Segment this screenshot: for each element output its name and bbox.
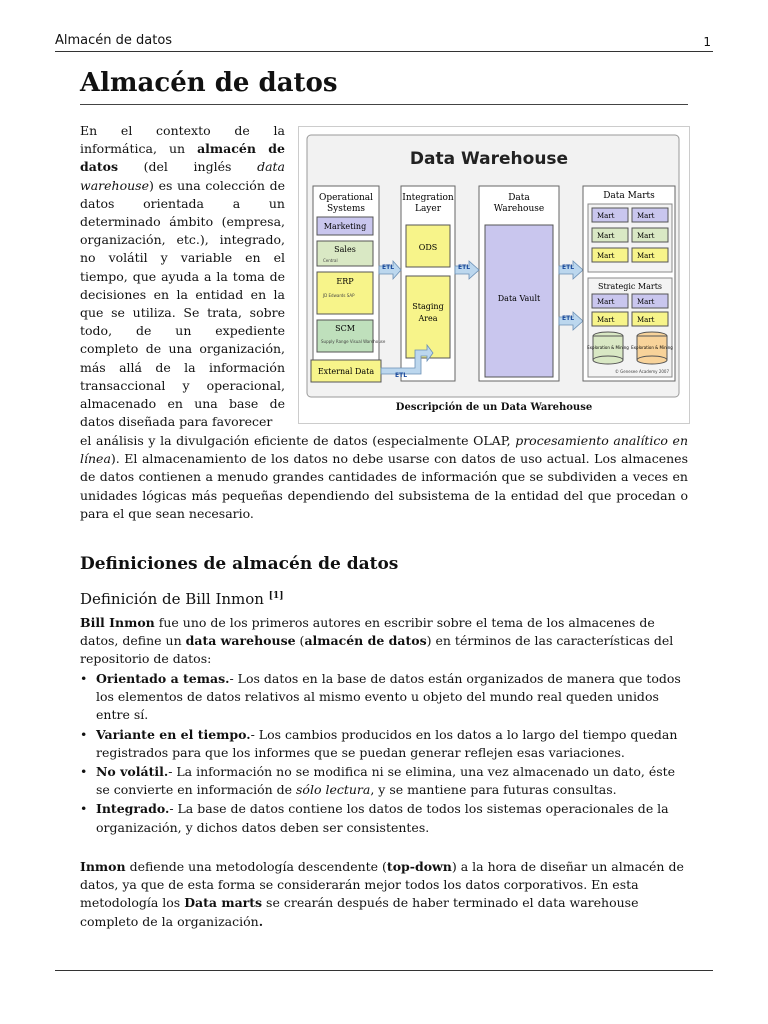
mart-2: Mart bbox=[637, 212, 655, 220]
item-text: - La información no se modifica ni se elimina, una vez almacenado un dato, éste se convierte en información de bbox=[96, 764, 676, 798]
intro-continuation bbox=[80, 432, 688, 523]
mart-5: Mart bbox=[597, 252, 615, 260]
term-dw: data warehouse bbox=[185, 633, 296, 649]
bill-inmon: Bill Inmon bbox=[80, 615, 155, 630]
strategic-mart-2: Mart bbox=[637, 298, 655, 306]
etl-label-2: ETL bbox=[458, 264, 471, 271]
dw-label-2: Warehouse bbox=[493, 204, 545, 214]
intro-english-term: data warehouse bbox=[80, 159, 285, 193]
source-scm-note: Supply Range Visual Warehouse bbox=[321, 339, 386, 344]
item-term: Integrado. bbox=[96, 801, 170, 817]
marts-label: Data Marts bbox=[603, 191, 655, 201]
etl-label-5: ETL bbox=[395, 372, 408, 379]
source-sales-note: Central bbox=[323, 258, 338, 263]
source-scm: SCM bbox=[335, 324, 355, 333]
intro-term: almacén de datos bbox=[80, 141, 285, 175]
inmon-bold: Inmon bbox=[80, 859, 126, 874]
item-text: - Los cambios producidos en los datos a lo largo del tiempo quedan registrados para que los informes que se puedan generar reflejen esas variaciones. bbox=[96, 726, 678, 760]
integration-label-2: Layer bbox=[414, 204, 442, 214]
dw-label-1: Data bbox=[508, 193, 530, 203]
intro-text: (del inglés bbox=[118, 159, 258, 175]
item-term: Variante en el tiempo. bbox=[96, 726, 251, 742]
subsection-heading bbox=[80, 590, 284, 608]
bullet-icon: • bbox=[80, 801, 88, 817]
data-warehouse-figure bbox=[298, 126, 690, 424]
intro-text: En el contexto de la informática, un bbox=[80, 123, 285, 157]
list-item bbox=[80, 670, 688, 725]
paragraph-text: defiende una metodología descendente ( bbox=[125, 859, 387, 874]
page-number: 1 bbox=[703, 35, 711, 49]
bullet-icon: • bbox=[80, 671, 88, 686]
source-erp-note: JD Edwards SAP bbox=[323, 293, 355, 298]
data-vault-box: Data Vault bbox=[497, 294, 541, 303]
mart-3: Mart bbox=[597, 232, 615, 240]
page-title: Almacén de datos bbox=[80, 68, 688, 105]
mart-1: Mart bbox=[597, 212, 615, 220]
running-title: Almacén de datos bbox=[55, 33, 173, 48]
ods-box: ODS bbox=[418, 243, 438, 252]
diagram-copyright: © Genesee Academy 2007 bbox=[614, 369, 669, 374]
etl-label-1: ETL bbox=[382, 264, 395, 271]
item-italic: sólo lectura bbox=[296, 782, 371, 798]
item-term: No volátil. bbox=[96, 764, 169, 780]
staging-label-2: Area bbox=[418, 314, 438, 323]
diagram-title: Data Warehouse bbox=[409, 149, 569, 169]
subsection-title: Definición de Bill Inmon bbox=[80, 590, 264, 608]
item-text: - Los datos en la base de datos están organizados de manera que todos los elementos de datos relativos al mismo evento u objeto del mundo real queden unidos entre sí. bbox=[96, 671, 681, 723]
staging-label-1: Staging bbox=[412, 302, 444, 311]
item-text: - La base de datos contiene los datos de todos los sistemas operacionales de la organización, y dichos datos deben ser consistentes. bbox=[96, 801, 669, 835]
mart-4: Mart bbox=[637, 232, 655, 240]
intro-cont-text: ). El almacenamiento de los datos no debe usarse con datos de uso actual. Los almacenes de datos contienen a menudo grandes cantidades de información que se subdividen a veces en unidades lógicas más pequeñas dependiendo del subsistema de la entidad del que procedan o para el que sean necesario. bbox=[80, 451, 688, 521]
paragraph-text: ) a la hora de diseñar un almacén de datos, ya que de esta forma se considerarán mejor todos los datos corporativos. En esta metodología los bbox=[80, 859, 684, 911]
list-item bbox=[80, 763, 688, 799]
source-marketing: Marketing bbox=[323, 222, 367, 231]
top-down: top-down bbox=[386, 859, 452, 874]
paragraph-text: fue uno de los primeros autores en escribir sobre el tema de los almacenes de datos, define un bbox=[80, 615, 655, 649]
footer-rule bbox=[55, 970, 713, 971]
intro-paragraph bbox=[80, 122, 285, 431]
source-external: External Data bbox=[317, 367, 375, 376]
data-warehouse-diagram bbox=[303, 131, 683, 399]
etl-label-4: ETL bbox=[562, 315, 575, 322]
bullet-icon: • bbox=[80, 726, 88, 742]
list-item bbox=[80, 800, 688, 836]
data-marts-term: Data marts bbox=[184, 895, 263, 911]
operational-label-1: Operational bbox=[318, 193, 374, 203]
inmon-paragraph bbox=[80, 614, 688, 669]
source-sales: Sales bbox=[334, 245, 356, 254]
mart-6: Mart bbox=[637, 252, 655, 260]
section-heading: Definiciones de almacén de datos bbox=[80, 554, 399, 574]
paragraph-text: ( bbox=[295, 633, 305, 649]
paragraph-text: se crearán después de haber terminado el data warehouse completo de la organización bbox=[80, 895, 639, 929]
strategic-marts-label: Strategic Marts bbox=[597, 282, 663, 291]
integration-label-1: Integration bbox=[402, 193, 454, 203]
bullet-icon: • bbox=[80, 764, 88, 780]
strategic-mart-1: Mart bbox=[597, 298, 615, 306]
figure-caption: Descripción de un Data Warehouse bbox=[395, 402, 593, 413]
intro-cont-text: el análisis y la divulgación eficiente de datos (especialmente OLAP, bbox=[80, 433, 516, 448]
operational-label-2: Systems bbox=[327, 204, 365, 214]
term-almacen: almacén de datos bbox=[304, 633, 427, 649]
characteristics-list bbox=[80, 670, 688, 838]
strategic-mart-3: Mart bbox=[597, 316, 615, 324]
final-period: . bbox=[258, 913, 264, 929]
exploration-b: Exploration & Mining bbox=[631, 345, 673, 350]
item-term: Orientado a temas. bbox=[96, 671, 230, 686]
reference-link[interactable]: [1] bbox=[268, 591, 284, 601]
source-erp: ERP bbox=[336, 277, 354, 286]
item-text: , y se mantiene para futuras consultas. bbox=[370, 782, 617, 798]
etl-label-3: ETL bbox=[562, 264, 575, 271]
olap-italic: procesamiento analítico en línea bbox=[80, 433, 688, 467]
exploration-a: Exploration & Mining bbox=[587, 345, 629, 350]
strategic-mart-4: Mart bbox=[637, 316, 655, 324]
intro-text: ) es una colección de datos orientada a un determinado ámbito (empresa, organización, etc.), integrado, no volátil y variable en el tiempo, que ayuda a la toma de decisiones en la entidad en la que se utiliza. Se trata, sobre todo, de un expediente completo de una organización, más allá de la información transaccional y operacional, almacenado en una base de datos diseñada para favorecer bbox=[80, 177, 285, 430]
paragraph-text: ) en términos de las características del repositorio de datos: bbox=[80, 633, 674, 667]
list-item bbox=[80, 726, 688, 762]
methodology-paragraph bbox=[80, 858, 688, 931]
running-header bbox=[55, 33, 713, 52]
